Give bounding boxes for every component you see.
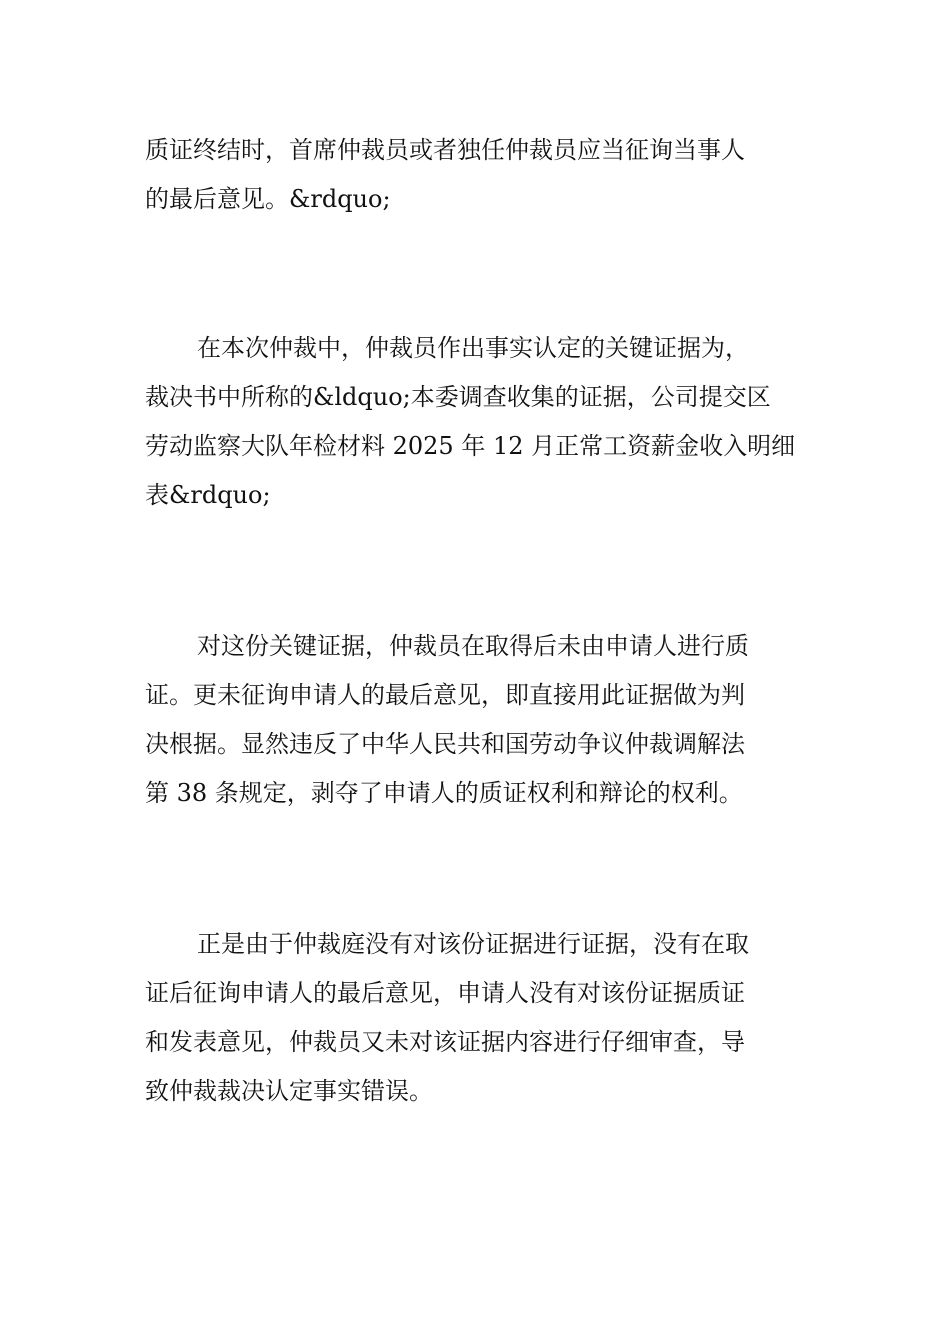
paragraph-line: 劳动监察大队年检材料 2025 年 12 月正常工资薪金收入明细 (145, 432, 796, 460)
paragraph-line: 决根据。显然违反了中华人民共和国劳动争议仲裁调解法 (145, 730, 745, 758)
paragraph-line: 证后征询申请人的最后意见，申请人没有对该份证据质证 (145, 979, 745, 1007)
paragraph-4 (145, 920, 810, 1116)
paragraph-1 (145, 126, 810, 224)
paragraph-line: 正是由于仲裁庭没有对该份证据进行证据，没有在取 (197, 930, 749, 958)
paragraph-line: 裁决书中所称的&ldquo;本委调查收集的证据，公司提交区 (145, 383, 771, 411)
paragraph-line: 第 38 条规定，剥夺了申请人的质证权利和辩论的权利。 (145, 779, 743, 807)
paragraph-line: 的最后意见。&rdquo; (145, 185, 391, 213)
paragraph-line: 质证终结时，首席仲裁员或者独任仲裁员应当征询当事人 (145, 136, 745, 164)
paragraph-line: 证。更未征询申请人的最后意见，即直接用此证据做为判 (145, 681, 745, 709)
paragraph-line: 和发表意见，仲裁员又未对该证据内容进行仔细审查，导 (145, 1028, 745, 1056)
paragraph-line: 表&rdquo; (145, 481, 271, 509)
paragraph-line: 在本次仲裁中，仲裁员作出事实认定的关键证据为， (197, 334, 749, 362)
paragraph-3 (145, 622, 810, 818)
paragraph-line: 对这份关键证据，仲裁员在取得后未由申请人进行质 (197, 632, 749, 660)
paragraph-line: 致仲裁裁决认定事实错误。 (145, 1077, 433, 1105)
paragraph-2 (145, 324, 810, 520)
